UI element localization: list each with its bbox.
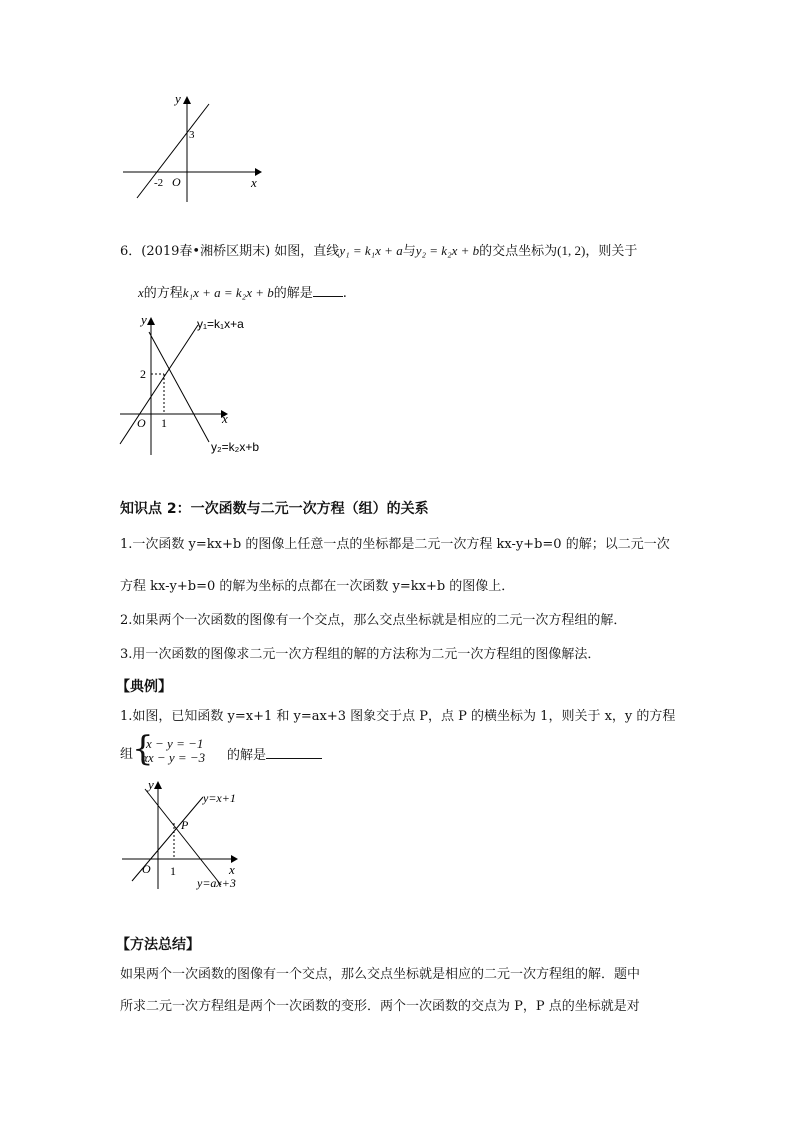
section-2-paragraph-1-line-1: 1.一次函数 y=kx+b 的图像上任意一点的坐标都是二元一次方程 kx-y+b=0 的解；以二元一次 <box>120 537 670 552</box>
problem-6-line2-suffix: 的解是 <box>273 286 313 301</box>
graph1-x-intercept-label: -2 <box>154 177 164 189</box>
graph2-origin-label: O <box>137 416 146 430</box>
graph2-x-label: x <box>222 411 228 426</box>
graph3-origin-label: O <box>142 862 151 876</box>
graph1-x-label: x <box>251 175 257 190</box>
problem-6-line2-prefix: 的方程 <box>143 286 183 301</box>
problem-6-point: (1, 2) <box>557 243 586 258</box>
summary-line-2: 所求二元一次方程组是两个一次函数的变形．两个一次函数的交点为 P，P 点的坐标就是对 <box>120 999 640 1014</box>
graph3-x-mark: 1 <box>170 864 176 878</box>
graph2-line-1 <box>120 325 198 444</box>
problem-6-equation: k₁x + a = k₂x + b <box>182 285 274 300</box>
graph1-origin-label: O <box>172 175 181 189</box>
equation-system-brace: { <box>132 729 154 769</box>
section-2-paragraph-3: 3.用一次函数的图像求二元一次方程组的解的方法称为二元一次方程组的图像解法． <box>120 647 601 662</box>
graph3-line-2-label: y=ax+3 <box>197 876 236 890</box>
section-2-paragraph-1-line-2: 方程 kx-y+b=0 的解为坐标的点都在一次函数 y=kx+b 的图像上． <box>120 579 515 594</box>
problem-6-conj: 与 <box>402 244 416 259</box>
summary-line-1: 如果两个一次函数的图像有一个交点，那么交点坐标就是相应的二元一次方程组的解．题中 <box>120 967 641 982</box>
section-2-heading: 知识点 2：一次函数与二元一次方程（组）的关系 <box>120 501 429 517</box>
problem-6-var: x <box>138 285 144 300</box>
graph2-y-arrow <box>147 317 155 325</box>
section-2-paragraph-2: 2.如果两个一次函数的图像有一个交点，那么交点坐标就是相应的二元一次方程组的解． <box>120 613 627 628</box>
problem-6-line2-end: . <box>342 286 347 301</box>
example-question-suffix-text: 的解是 <box>227 748 267 763</box>
graph2-y-mark: 2 <box>140 367 146 381</box>
problem-6-answer-blank <box>313 284 343 297</box>
graph3-y-label: y <box>148 777 154 792</box>
equation-system-eq-1: x − y = −1 <box>146 736 204 751</box>
example-question-suffix <box>227 746 322 765</box>
graph3-x-label: x <box>229 862 235 877</box>
problem-6-y2-equation: y₂ = k₂x + b <box>415 243 480 258</box>
equation-system-eq-2: αx − y = −3 <box>141 750 206 765</box>
problem-6-line-1 <box>120 242 637 261</box>
graph2-line-2-label: y₂=k₂x+b <box>211 440 260 454</box>
graph1-y-intercept-label: 3 <box>189 129 195 141</box>
graph2-line-2 <box>149 332 209 442</box>
example-question-line-1: 1.如图，已知函数 y=x+1 和 y=ax+3 图象交于点 P，点 P 的横坐标为 1，则关于 x，y 的方程 <box>120 709 676 724</box>
graph-1 <box>115 90 275 205</box>
graph2-line-1-label: y₁=k₁x+a <box>197 317 244 331</box>
graph-3 <box>115 775 275 895</box>
problem-6-y1-equation: y₁ = k₁x + a <box>339 243 403 258</box>
summary-heading: 【方法总结】 <box>116 937 200 953</box>
example-answer-blank <box>266 746 322 759</box>
graph-2 <box>115 310 285 460</box>
problem-6-line-2 <box>138 284 347 303</box>
problem-6-line1-suffix: ，则关于 <box>585 244 638 259</box>
graph3-y-arrow <box>154 781 162 789</box>
problem-6-intersect-text: 的交点坐标为 <box>479 244 558 259</box>
graph2-y-label: y <box>141 312 147 327</box>
graph3-p-label: P <box>181 818 189 832</box>
example-heading: 【典例】 <box>116 679 172 695</box>
graph1-y-arrow <box>183 96 191 104</box>
graph1-y-label: y <box>175 91 181 106</box>
graph2-x-mark: 1 <box>161 416 167 430</box>
graph3-line-1-label: y=x+1 <box>203 791 236 805</box>
example-question-prefix: 组 <box>120 747 134 762</box>
problem-6-intro: 6．(2019春•湘桥区期末) 如图，直线 <box>120 244 340 259</box>
